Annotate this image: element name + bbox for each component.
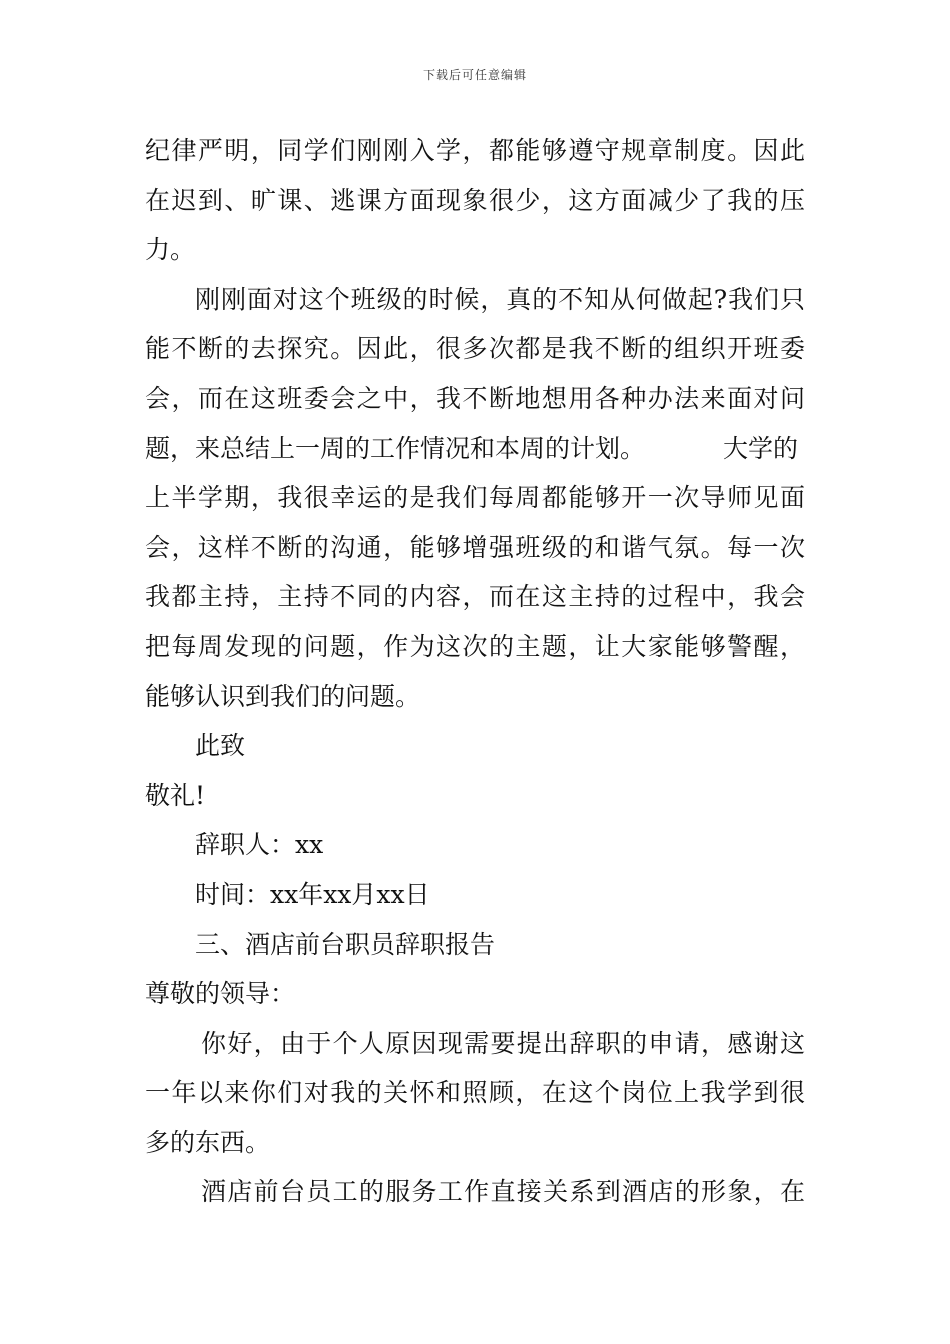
section-heading: 三、酒店前台职员辞职报告 (195, 929, 496, 959)
text-line: 在迟到、旷课、逃课方面现象很少，这方面减少了我的压 (145, 185, 805, 215)
closing-cizhi: 此致 (195, 731, 246, 761)
text-line: 会，而在这班委会之中，我不断地想用各种办法来面对问 (145, 383, 805, 413)
signer-line: 辞职人：xx (195, 830, 324, 860)
text-line: 你好，由于个人原因现需要提出辞职的申请，感谢这 (201, 1028, 805, 1058)
text-segment: 题，来总结上一周的工作情况和本周的计划。 (145, 433, 646, 463)
text-line: 会，这样不断的沟通，能够增强班级的和谐气氛。每一次 (145, 532, 805, 562)
document-body (145, 126, 805, 1217)
date-line: 时间：xx年xx月xx日 (195, 879, 430, 909)
text-line: 力。 (145, 235, 196, 265)
text-line-with-gap (145, 424, 805, 474)
text-line: 我都主持，主持不同的内容，而在这主持的过程中，我会 (145, 582, 805, 612)
text-line: 把每周发现的问题，作为这次的主题，让大家能够警醒， (145, 631, 805, 661)
closing-jingli: 敬礼! (145, 780, 206, 810)
text-line: 一年以来你们对我的关怀和照顾，在这个岗位上我学到很 (145, 1078, 805, 1108)
salutation: 尊敬的领导： (145, 979, 296, 1009)
text-line: 能够认识到我们的问题。 (145, 681, 421, 711)
text-segment: 大学的 (723, 433, 799, 463)
text-line: 能不断的去探究。因此，很多次都是我不断的组织开班委 (145, 334, 805, 364)
page-header-note: 下载后可任意编辑 (422, 68, 527, 82)
text-line: 刚刚面对这个班级的时候，真的不知从何做起?我们只 (195, 284, 805, 314)
text-line: 纪律严明，同学们刚刚入学，都能够遵守规章制度。因此 (145, 136, 805, 165)
text-line: 上半学期，我很幸运的是我们每周都能够开一次导师见面 (145, 483, 805, 513)
text-line: 多的东西。 (145, 1127, 271, 1157)
text-line: 酒店前台员工的服务工作直接关系到酒店的形象，在 (201, 1177, 805, 1207)
